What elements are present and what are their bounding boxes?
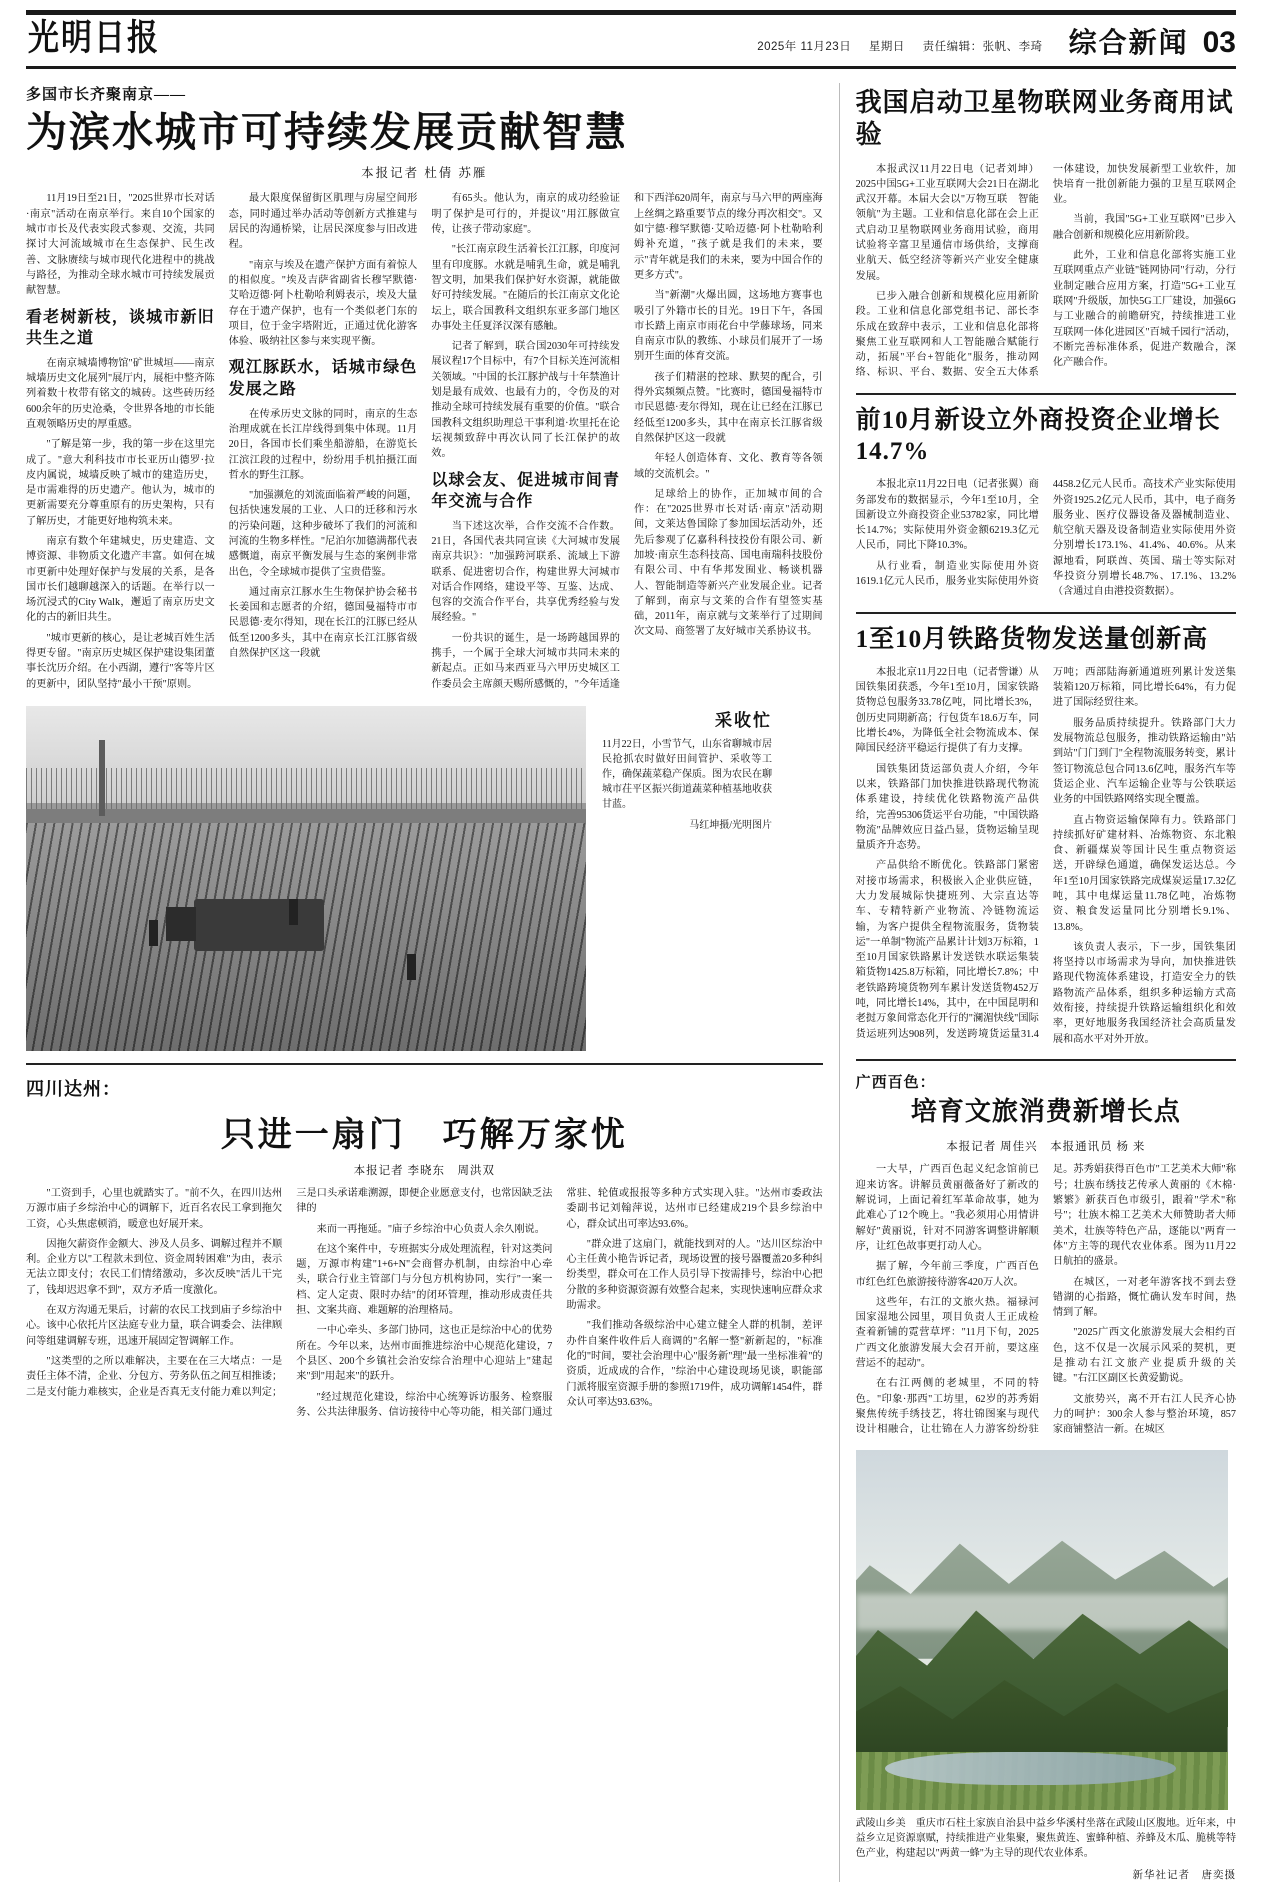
paragraph: 在右江两侧的老城里，不同的特色。"印象·那西"工坊里，62岁的苏秀娟聚焦传统手绣技艺，将壮锦图案与现代设计相融合，让壮锦在人力游客纷纷驻足。苏秀娟获得百色市"工艺美术大师"称号；壮族布绣技艺传承人黄丽的《木棉·繁繁》新获百色市级引，跟着"学术"称号"；壮族木棉工艺美术大师赞助者大师美术，壮族等特色产品，逐能以"两育一体"方主等的现代农业体系。图为11月22日航拍的盛景。 bbox=[855, 1164, 1236, 1436]
paragraph: 据了解，今年前三季度，广西百色市红色红色旅游接待游客420万人次。 bbox=[855, 1261, 1039, 1288]
story1-headline: 我国启动卫星物联网业务商用试验 bbox=[855, 87, 1234, 150]
paragraph: 产品供给不断优化。铁路部门紧密对接市场需求，积极嵌入企业供应链，大力发展城际快捷班列、大宗直达等车、专精特新产业物流、冷链物流运输，为客户提供全程物流服务，货物装运"一单制"物流产品累计计划3万标箱，1至10月国家铁路累计发送铁水联运集装箱货物1425.8万标箱，同比增长7.8%；中老铁路跨境货物列车累计发送货物452万吨，同比增长14%，其中，在中国昆明和老挝万象间常态化开行的"澜湄快线"国际货运班列达908列，发送跨境货运量31.4万吨；西部陆海新通道班列累计发送集装箱120万标箱，同比增长64%，有力促进了国际经贸往来。 bbox=[855, 666, 1236, 1040]
paragraph: "城市更新的核心，是让老城百姓生活得更专留。"南京历史城区保护建设集团董事长沈历介绍。在小西湖，遵行"客等片区的更新中，团队坚持"最小干预"原则。 bbox=[26, 632, 215, 690]
paragraph: "这类型的之所以难解决，主要在在三大堵点：一是责任主体不清，企业、分包方、劳务队伍之间互相推诿；二是支付能力难核实，企业是否真无支付能力难以判定；三是口头承诺难溯源，即便企业愿意支付，也常因缺乏法律的 bbox=[26, 1187, 553, 1398]
page-content bbox=[26, 83, 1236, 1882]
story4-byline: 本报记者 周佳兴 本报通讯员 杨 来 bbox=[946, 1141, 1146, 1154]
paragraph: "我们推动各级综治中心建立健全人群的机制，差评办件自案件收件后人商调的"名解一整"新新起的，"标准化的"时间，要社会治理中心"服务新"理"最一坐标准着"的资质，近成成的合作，"综治中心建设现场见谈，职能部门派将服室资源手册的参照1719件，成功调解1454件，群众认可率达93.63%。 bbox=[566, 1320, 823, 1408]
photo-caption-title: 采收忙 bbox=[715, 710, 772, 730]
paragraph: 这些年，右江的文旅火热。福禄河国家湿地公园里，项目负责人王正成检查着新铺的霓营草坪："11月下旬，2025广西文化旅游发展大会召开前，要这座营运不的起动"。 bbox=[855, 1296, 1039, 1370]
paragraph: "2025广西文化旅游发展大会相约百色，这不仅是一次展示风采的契机，更是推动右江文旅产业提质升级的关键。"右江区副区长黄爱勤说。 bbox=[1052, 1327, 1236, 1385]
paragraph: 在这个案件中，专班据实分成处理流程，针对这类问题，万源市构建"1+6+N"会商督办机制，由综治中心牵头，联合行业主管部门与分包方机构协同，实行"一案一档、定人定责、限时办结"的闭环管理，推动形成责任共担、文案共商、难题解的治理格局。 bbox=[296, 1243, 553, 1317]
paragraph: "工资到手，心里也就踏实了。"前不久，在四川达州万源市庙子乡综治中心的调解下，近百名农民工拿到拖欠工资，心头焦虑顿消，暖意也好展开来。 bbox=[26, 1187, 283, 1230]
paragraph: 该负责人表示，下一步，国铁集团将坚持以市场需求为导向，加快推进铁路现代物流体系建设，打造安全力的铁路物流产品体系，组织多种运输方式高效衔接，持续提升铁路运输组织化和效率，更好地服务我国经济社会高质量发展和高水平对外开放。 bbox=[1052, 941, 1236, 1045]
story4-body bbox=[856, 1162, 1236, 1440]
divider bbox=[856, 612, 1236, 614]
photo-horizon-band bbox=[26, 809, 586, 823]
paragraph: 此外，工业和信息化部将实施工业互联网重点产业链"链网协同"行动，分行业制定融合应用方案，打造"5G+工业互联网"升级版，加快5G工厂建设，加强6G与工业融合的前瞻研究，持续推进工业互联网一体化进园区"百城千园行"活动，不断完善标准体系，促进产数融合，深化产融合作。 bbox=[1052, 250, 1236, 369]
masthead bbox=[26, 15, 1236, 69]
paragraph: "群众进了这扇门，就能找到对的人。"达川区综治中心主任黄小艳告诉记者，现场设置的接号器覆盖20多种纠纷类型，群众可在工作人员引导下按需排号，综治中心把分散的多种资源资源有效整合起来，实现快速响应群众求助需求。 bbox=[566, 1238, 823, 1312]
issue-editor: 责任编辑：张帆、李琦 bbox=[922, 40, 1043, 53]
paragraph: 在城区，一对老年游客找不到去登错湖的心指路，慨忙确认发车时间，热情到了解。 bbox=[1052, 1276, 1236, 1319]
lead-byline: 本报记者 杜倩 苏雁 bbox=[361, 166, 488, 181]
paragraph: 国铁集团货运部负责人介绍，今年以来，铁路部门加快推进铁路现代物流体系建设，持续优化铁路物流产品供给，完善95306货运平台功能，"中国铁路物流"品牌效应日益凸显，货物运输呈现量质齐升态势。 bbox=[855, 763, 1039, 852]
paragraph: 文旅势兴，离不开右江人民齐心协力的呵护：300余人参与整治环境，857家商铺整洁一新。在城区 bbox=[1052, 1393, 1236, 1436]
right-column bbox=[856, 83, 1236, 1882]
paragraph: "经过规范化建设，综治中心统筹诉访服务、检察服务、公共法律服务、信访接待中心等功能，相关部门通过常驻、轮值或报报等多种方式实现入驻。"达州市委政法委副书记刘翰萍说，达州市已经建成219个县乡综治中心，群众试出可率达93.6%。 bbox=[296, 1187, 823, 1418]
paragraph: 当前，我国"5G+工业互联网"已步入融合创新和规模化应用新阶段。 bbox=[1052, 214, 1236, 241]
issue-date: 2025年 11月23日 bbox=[757, 40, 852, 53]
paragraph: 一大早，广西百色起义纪念馆前已迎来访客。讲解员黄丽薇备好了新改的解说词，上面记着红军革命故事，她为此难心了12个晚上。"我必须用心用情讲解好"黄丽说，针对不同游客调整讲解顺序，让红色故事更打动人心。 bbox=[855, 1164, 1039, 1252]
divider bbox=[856, 393, 1236, 395]
photo-tractor bbox=[194, 899, 324, 951]
paragraph: 11月19日至21日，"2025世界市长对话·南京"活动在南京举行。来自10个国家的城市市长及代表实段式参观、交流，共同探讨大河流域城市在生态保护、民生改善、文脉赓续与城市现代化进程中的挑战与路径，为推动全球水城市可持续发展贡献智慧。 bbox=[26, 193, 215, 297]
paragraph: 记者了解到，联合国2030年可持续发展议程17个目标中，有7个目标关连河流相关领域。"中国的长江豚护战与十年禁渔计划是最有成效、也最有力的，令伤及的对推动全球可持续发展有重要的价值。"联合国教科文组织助理总干事利道·坎里托在论坛视频致辞中再次认同了长江保护的故效。 bbox=[431, 341, 620, 460]
story2-headline: 前10月新设立外商投资企业增长14.7% bbox=[855, 406, 1221, 465]
masthead-logo-box bbox=[26, 17, 166, 60]
paragraph: 当下述这次举，合作交流不合作数。21日，各国代表共同宣读《大河城市发展南京共识》："加强跨河联系、流域上下游联系、促进密切合作，构建世界大河城市对话合作网络，建设平等、互鉴、达成、包容的交流合作平台，共享优秀经验与发展经验。" bbox=[431, 520, 620, 624]
mountain-village-photo bbox=[856, 1450, 1228, 1810]
page-number: 03 bbox=[1202, 25, 1236, 59]
paragraph: 通过南京江豚水生生物保护协会秘书长姜国和志愿者的介绍，德国曼福特市市民恩德·麦尔得知，现在长江的江豚已经从低至1200多头，其中在南京长江江豚省级自然保护区这一段就 bbox=[228, 586, 418, 660]
article2-byline: 本报记者 李晓东 周洪双 bbox=[353, 1164, 495, 1177]
paragraph: 足球给上的协作，正加城市间的合作：在"2025世界市长对话·南京"活动期间，文莱达鲁国除了参加国坛活动外，还先后参观了亿嘉科科技投份有限公司、新加坡·南京生态科技高、国电南瑞科技股份有限公司、中有华邦发囿业、畅谈机器人、智能制造等新兴产业发展企业。记者了解到，南京与文莱的合作有望签实基础，2011年，南京就与文莱举行了过期间次文局、商签署了友好城市关系协议书。 bbox=[633, 488, 823, 638]
paragraph: 南京有数个年建城史，历史建造、文博资源、非物质文化遗产丰富。如何在城市更新中处理好保护与发展的关系，是各国市长们越聊越深入的话题。在举行以一场沉浸式的City Walk，邂逅了南京历史文化的古的新旧共生。 bbox=[26, 535, 215, 624]
paragraph: 在传承历史文脉的同时，南京的生态治理成就在长江岸线得到集中体现。11月20日，各国市长们乘坐船游船，在游览长江滨江段的过程中，纷纷用手机拍摄江面哲水的野生江豚。 bbox=[228, 408, 418, 481]
paragraph: 孩子们精湛的控球、默契的配合，引得外宾频频点赞。"比赛时，德国曼福特市市民恩德·麦尔得知，现在让已经在江豚已经低至1200多头，其中在南京长江豚省级自然保护区这一段就 bbox=[633, 371, 823, 444]
photo-chimney bbox=[99, 740, 105, 816]
issue-weekday: 星期日 bbox=[868, 40, 905, 53]
article2-headline: 只进一扇门 巧解万家忧 bbox=[220, 1116, 628, 1154]
story4-kicker: 广西百色： bbox=[855, 1074, 936, 1091]
paragraph: 在南京城墙博物馆"矿世城垣——南京城墙历史文化展列"展厅内，展柜中整齐陈列着数十枚带有铭文的城砖。这些砖历经600余年的历史沧桑，令世界各地的市长能直观领略历史的厚重感。 bbox=[26, 357, 215, 430]
story3-headline: 1至10月铁路货物发送量创新高 bbox=[855, 625, 1209, 653]
newspaper-logo: 光明日报 bbox=[28, 17, 160, 58]
photo-river bbox=[885, 1752, 1175, 1784]
lead-headline: 为滨水城市可持续发展贡献智慧 bbox=[26, 108, 628, 155]
photo-worker bbox=[407, 954, 416, 980]
lead-kicker: 多国市长齐聚南京—— bbox=[26, 86, 187, 103]
paragraph: 最大限度保留街区肌理与房屋空间形态，同时通过举办活动等创新方式推建与居民的沟通桥梁，让居民深度参与旧改进程。 bbox=[228, 193, 418, 251]
mountain-photo-credit: 新华社记者 唐奕摄 bbox=[1132, 1870, 1237, 1881]
paragraph: 服务品质持续提升。铁路部门大力发展物流总包服务，推动铁路运输由"站到站"门门到门"全程物流服务转变，累计签订物流总包合同13.6亿吨，服务汽车等货运企业、汽车运输企业等与公铁联运业务的中国铁路网络实现全覆盖。 bbox=[1052, 717, 1236, 806]
story3-body bbox=[856, 665, 1236, 1047]
photo-caption-block bbox=[602, 706, 772, 1051]
paragraph: 有65头。他认为，南京的成功经验证明了保护是可行的，并提议"用江豚做宣传，让孩子带动家庭"。 bbox=[431, 193, 620, 236]
story4-headline: 培育文旅消费新增长点 bbox=[910, 1096, 1181, 1126]
masthead-section-box bbox=[1068, 25, 1236, 60]
mountain-photo-caption: 武陵山乡美 重庆市石柱土家族自治县中益乡华溪村坐落在武陵山区腹地。近年来，中益乡立足资源禀赋，持续推进产业集聚，聚焦黄连、蜜蜂种植、养蜂及木瓜、脆桃等特色产业，构建起以"两黄一蜂"为主导的现代农业体系。 bbox=[855, 1818, 1237, 1859]
column-divider bbox=[839, 83, 840, 1882]
paragraph: "长江南京段生活着长江江豚，印度河里有印度豚。水就是哺乳生命，就是哺乳智文明，加果我们保护好水资源，就能做好可持续发展。"在随后的长江南京文化论坛上，联合国教科文组织东亚多部门地区办事处主任夏泽汉深有感触。 bbox=[431, 244, 620, 332]
divider bbox=[856, 1059, 1236, 1061]
paragraph: 在双方沟通无果后，讨薪的农民工找到庙子乡综治中心。该中心依托片区法庭专业力量，联合调委会、法律顾问等组建调解专班，迅速开展固定智调解工作。 bbox=[26, 1305, 283, 1347]
photo-caption-text: 11月22日，小雪节气，山东省聊城市居民抢抓农时做好田间管护、采收等工作，确保蔬菜稳产保质。图为农民在聊城市茌平区振兴街道蔬菜种植基地收获甘蓝。 bbox=[602, 738, 772, 810]
harvest-photo bbox=[26, 706, 586, 1051]
article2-body bbox=[26, 1186, 823, 1420]
paragraph: 直占物资运输保障有力。铁路部门持续抓好矿建材料、冶炼物资、东北粮食、新疆煤炭等国计民生重点物资运送，开辟绿色通道，确保发运达总。今年1至10月国家铁路完成煤炭运量17.32亿吨，其中电煤运量11.78亿吨，冶炼物资、粮食发运量同比分别增长9.1%、13.8%。 bbox=[1052, 814, 1236, 933]
photo-credit: 马红坤摄/光明图片 bbox=[689, 819, 772, 831]
masthead-meta bbox=[166, 38, 1069, 60]
paragraph: "了解是第一步，我的第一步在这里完成了。"意大利科技市市长亚历山德罗·拉皮内属说，城墙反映了城市的建造历史，是市需难得的历史遗产。他认为，城市的更新需要充分尊重原有的历史架构，只有了解历史，才能更好地构筑未来。 bbox=[26, 439, 215, 527]
lead-paragraph: 本报北京11月22日电（记者张翼）商务部发布的数据显示，今年1至10月，全国新设立外商投资企业53782家，同比增长14.7%；实际使用外资金额6219.3亿元人民币，同比下降10.3%。 bbox=[855, 479, 1039, 552]
paragraph: "南京与埃及在遗产保护方面有着惊人的相似度。"埃及吉萨省副省长穆罕默德·艾哈迈德·阿卜杜勒哈利姆表示，埃及大量存在于遗产保护，也有一个类似老门东的项目，位于金字塔附近，正通过优化游客体验、吸纳社区参与来实现平衡。 bbox=[228, 259, 418, 348]
lead-subhead-1: 看老树新枝，谈城市新旧共生之道 bbox=[26, 308, 215, 348]
paragraph: "加强濒危的刘流面临着严峻的问题，包括快速发展的工业、人口的迁移和污水的污染问题，这种步破坏了我们的河流和河流的生物多样性。"尼泊尔加德满都代表感慨道，南京平衡发展与生态的案例非常出色，令全球城市提供了宝贵借鉴。 bbox=[228, 490, 418, 578]
article2-kicker: 四川达州： bbox=[26, 1078, 121, 1099]
lead-body bbox=[26, 191, 823, 692]
photo-block-1 bbox=[26, 706, 823, 1051]
paragraph: 因拖欠薪资作金额大、涉及人员多、调解过程并不顺利。企业方以"工程款未到位、资金周转困难"为由，表示无法立即支付；农民工们情绪激动，多次反映"活儿干完了，钱却迟迟拿不到"，双方矛盾一度激化。 bbox=[26, 1238, 283, 1296]
paragraph: 来而一再拖延。"庙子乡综治中心负责人余久刚说。 bbox=[316, 1223, 545, 1235]
story2-body bbox=[856, 477, 1236, 599]
lead-paragraph: 本报武汉11月22日电（记者刘坤）2025中国5G+工业互联网大会21日在湖北武汉开幕。本届大会以"万物互联 智能领航"为主题。工业和信息化部在会上正式启动卫星物联网业务商用试验，商用试验将辛富卫星通信市场供给，支撑商业航天、低空经济等新兴产业安全健康发展。 bbox=[855, 163, 1039, 282]
photo-haze bbox=[856, 1594, 1228, 1630]
paragraph: 年轻人创造体育、文化、教育等各领域的交流机会。" bbox=[633, 453, 823, 480]
paragraph: 当"新潮"火爆出圆，这场地方赛事也吸引了外籍市长的目光。19日下午，各国市长踏上南京市雨花台中学藤球场，同来自南京市队的教练、小球员们展开了一场别开生面的体育交流。 bbox=[633, 290, 823, 363]
paragraph: 一份共识的诞生，是一场跨越国界的携手，一个属于全球大河城市共同未来的新起点。正如马来西亚马六甲历史城区工作委员会主席颜天赐所感慨的，"今年适逢和下西洋620周年，南京与马六甲的两座海上丝绸之路重要节点的缘分再次相交"。又如宁德·穆罕默德·艾哈迈德·阿卜杜勒哈利姆补充道，"孩子就是我们的未来，要示"青年就是我们的未来，要为中国合作的更多方式"。 bbox=[431, 193, 823, 690]
photo-worker bbox=[289, 899, 298, 925]
left-column bbox=[26, 83, 823, 1882]
paragraph: 已步入融合创新和规模化应用新阶段。工业和信息化部党组书记、部长李乐成在致辞中表示，工业和信息化部将聚焦工业互联网和人工智能融合赋能行动，拓展"平台+智能化"服务，推动网络、标识、平台、数据、安全五大体系一体建设，加快发展新型工业软件，加快培育一批创新能力强的卫星互联网企业。 bbox=[855, 163, 1236, 379]
divider bbox=[26, 1063, 823, 1065]
lead-subhead-3: 以球会友、促进城市间青年交流与合作 bbox=[431, 471, 620, 511]
lead-paragraph: 本报北京11月22日电（记者訾谦）从国铁集团获悉，今年1至10月，国家铁路货物总包服务33.78亿吨，同比增长3%，创历史同期新高；行包货车18.6万车，同比增长4%，为降低全社会物流成本、保障国民经济平稳运行提供了有力支撑。 bbox=[855, 666, 1039, 755]
story1-body bbox=[856, 162, 1236, 381]
paragraph: 从行业看，制造业实际使用外资1619.1亿元人民币，服务业实际使用外资4458.2亿元人民币。高技术产业实际使用外资1925.2亿元人民币，其中，电子商务服务业、医疗仪器设备及器械制造业、航空航天器及设备制造业实际使用外资分别增长173.1%、41.4%、40.6%。从来源地看，阿联酋、英国、瑞士等实际对华投资分别增长48.7%、17.1%、13.2%（含通过自由港投资数据）。 bbox=[855, 479, 1236, 598]
section-title: 综合新闻 bbox=[1068, 27, 1189, 59]
lead-subhead-2: 观江豚跃水，话城市绿色发展之路 bbox=[228, 359, 418, 399]
paragraph: 一中心牵头、多部门协同，这也正是综治中心的优势所在。今年以来，达州市面推进综治中心规范化建设，7个县区、200个乡镇社会治安综合治理中心迎站上"建起来"到"用起来"的跃升。 bbox=[296, 1325, 553, 1383]
photo-worker bbox=[149, 920, 158, 946]
